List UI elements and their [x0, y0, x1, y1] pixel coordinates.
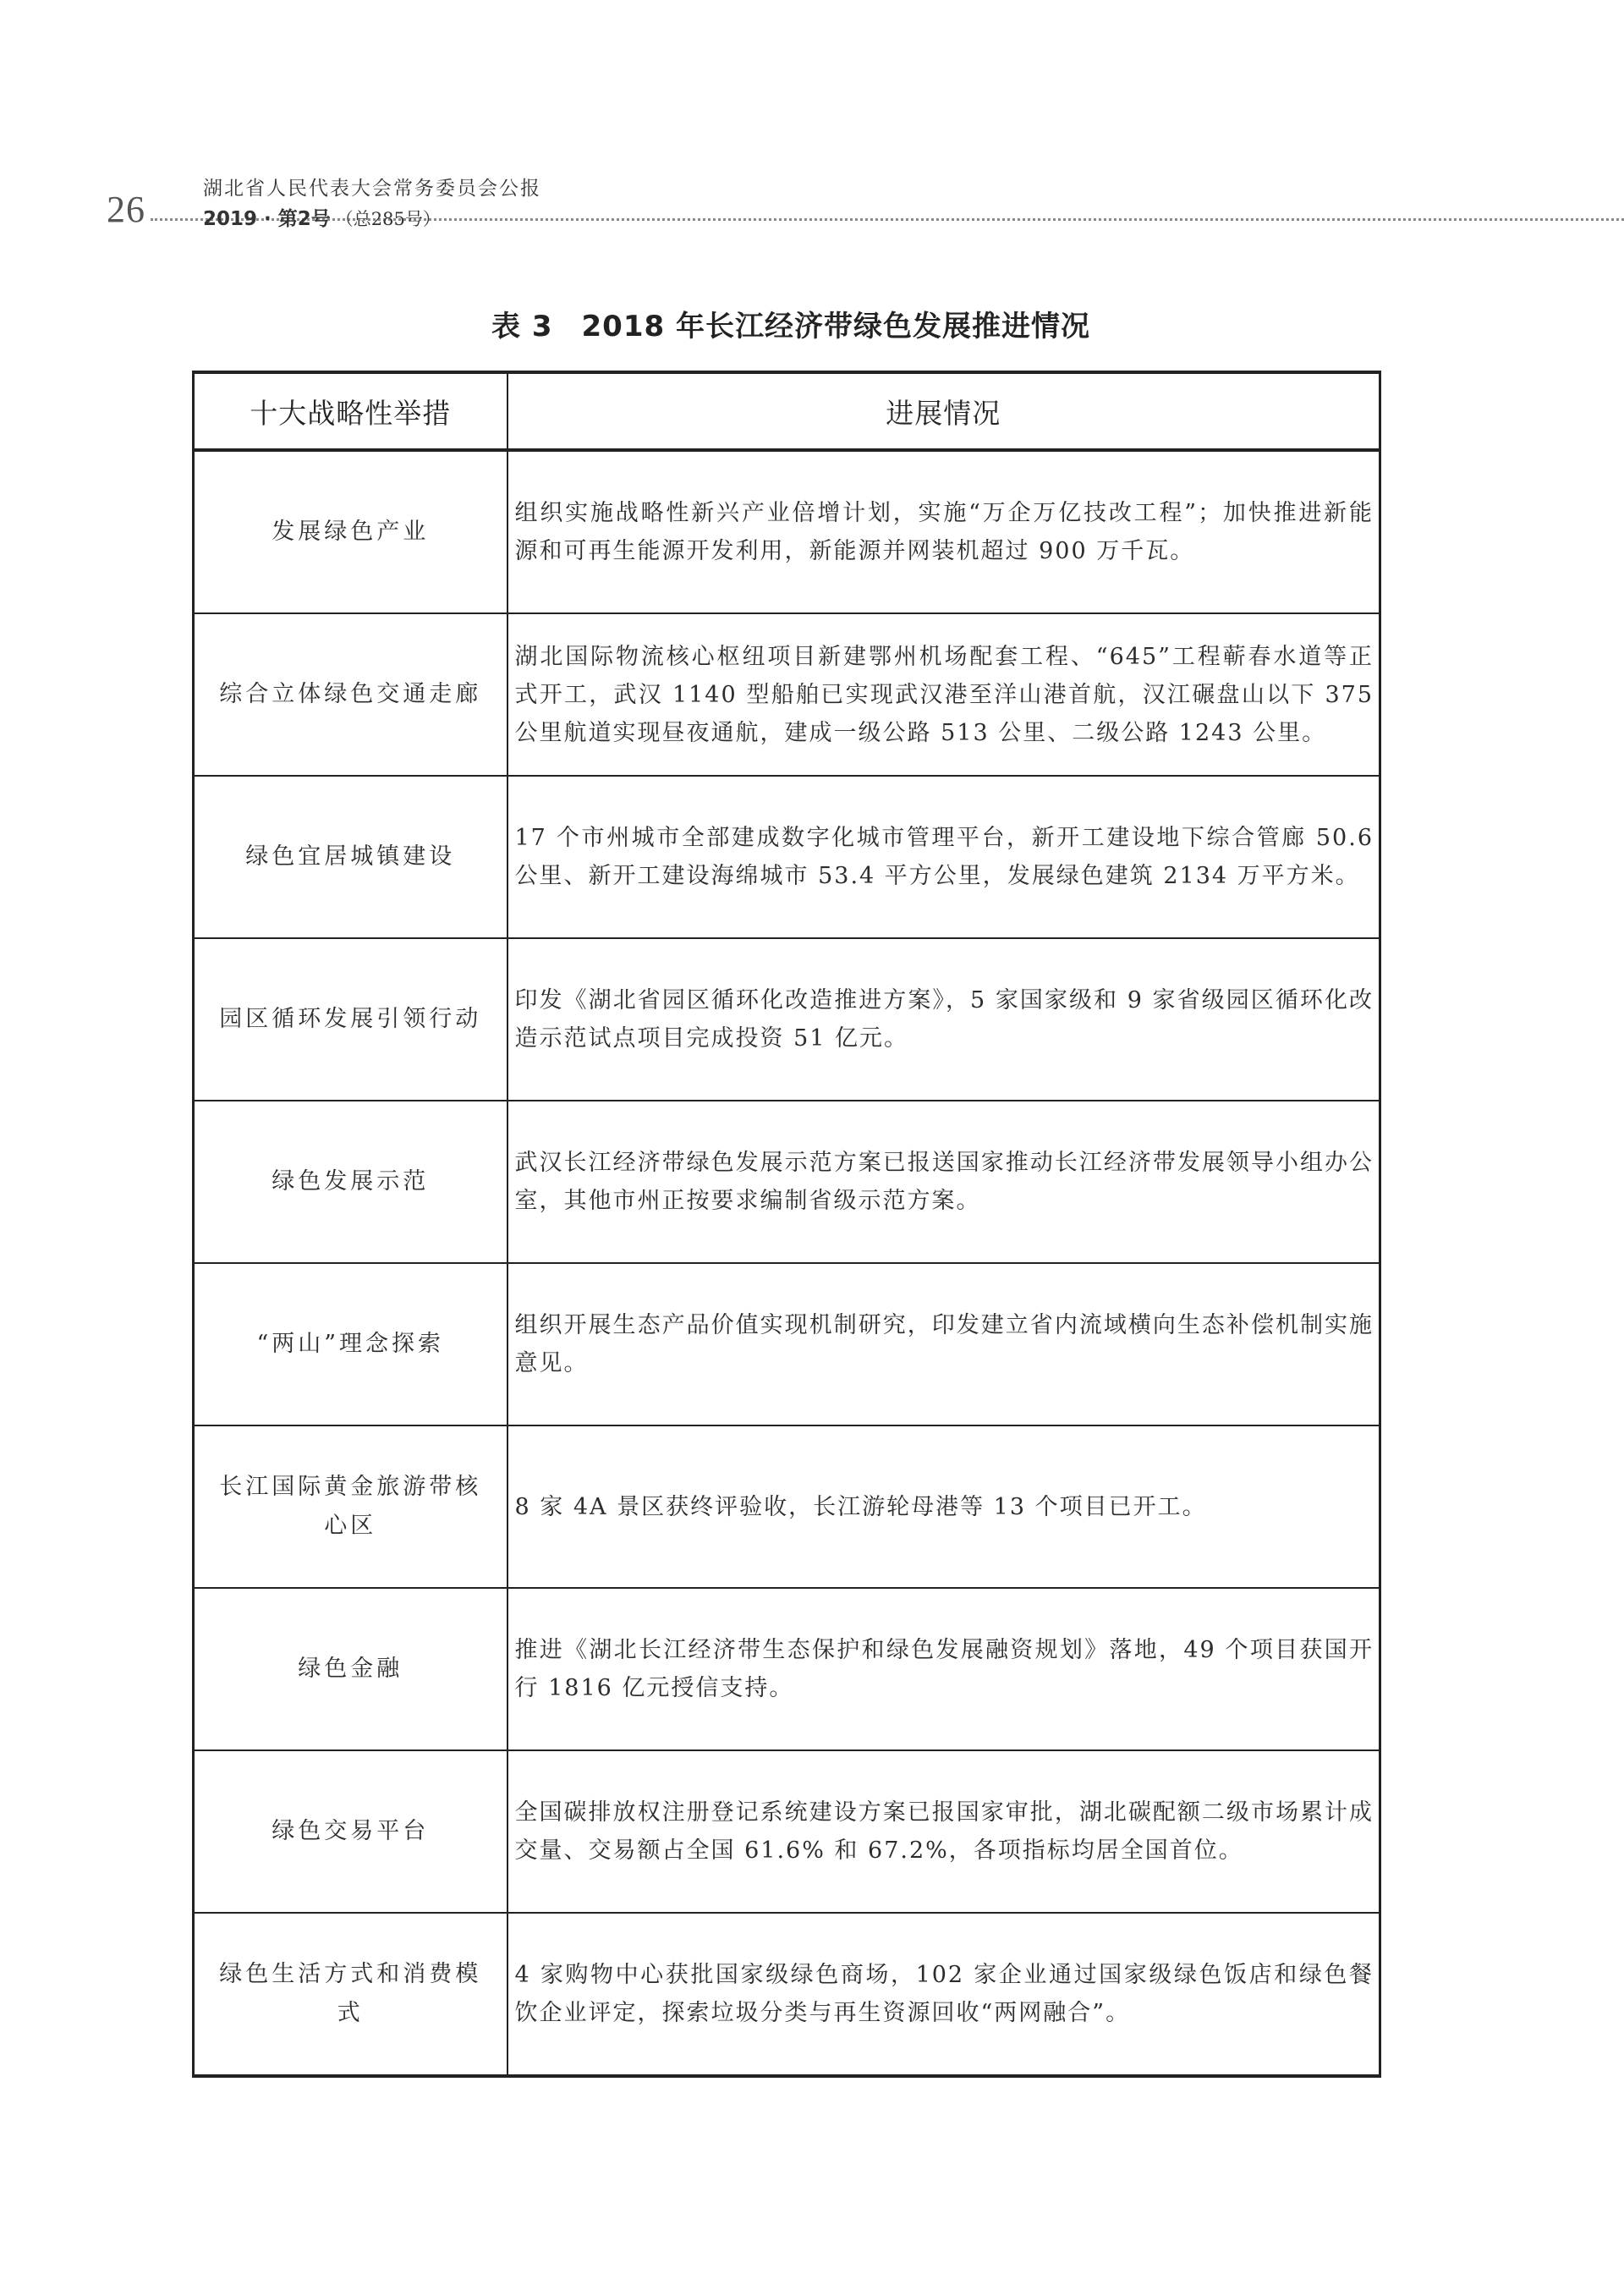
progress-cell: 全国碳排放权注册登记系统建设方案已报国家审批，湖北碳配额二级市场累计成交量、交易额占全国 61.6% 和 67.2%，各项指标均居全国首位。	[508, 1750, 1380, 1913]
measure-cell: 绿色发展示范	[194, 1101, 508, 1263]
table-row	[194, 1425, 1380, 1588]
measure-cell: 绿色金融	[194, 1588, 508, 1750]
progress-table	[192, 371, 1381, 2078]
table-row	[194, 1750, 1380, 1913]
table-row	[194, 1263, 1380, 1425]
table-row	[194, 613, 1380, 776]
measure-cell: 绿色交易平台	[194, 1750, 508, 1913]
journal-issue	[203, 203, 441, 231]
table-row	[194, 1588, 1380, 1750]
table-caption	[0, 303, 1582, 344]
progress-cell: 组织开展生态产品价值实现机制研究，印发建立省内流域横向生态补偿机制实施意见。	[508, 1263, 1380, 1425]
measure-cell: 长江国际黄金旅游带核心区	[194, 1425, 508, 1588]
progress-cell: 8 家 4A 景区获终评验收，长江游轮母港等 13 个项目已开工。	[508, 1425, 1380, 1588]
progress-cell: 4 家购物中心获批国家级绿色商场，102 家企业通过国家级绿色饭店和绿色餐饮企业评定，探索垃圾分类与再生资源回收“两网融合”。	[514, 1962, 1374, 2026]
table-caption-label: 表 3	[491, 310, 553, 343]
progress-cell: 武汉长江经济带绿色发展示范方案已报送国家推动长江经济带发展领导小组办公室，其他市州正按要求编制省级示范方案。	[508, 1101, 1380, 1263]
table-row	[194, 938, 1380, 1101]
issue-number: 2019 · 第2号	[203, 208, 331, 230]
table-caption-title: 2018 年长江经济带绿色发展推进情况	[581, 310, 1090, 343]
measure-cell: “两山”理念探索	[194, 1263, 508, 1425]
progress-cell: 17 个市州城市全部建成数字化城市管理平台，新开工建设地下综合管廊 50.6 公里、新开工建设海绵城市 53.4 平方公里，发展绿色建筑 2134 万平方米。	[508, 776, 1380, 938]
measure-cell: 绿色宜居城镇建设	[194, 776, 508, 938]
progress-cell: 印发《湖北省园区循环化改造推进方案》，5 家国家级和 9 家省级园区循环化改造示范试点项目完成投资 51 亿元。	[508, 938, 1380, 1101]
measure-cell: 发展绿色产业	[194, 450, 508, 613]
table-row	[194, 1101, 1380, 1263]
table-row	[194, 776, 1380, 938]
table-row	[194, 1913, 1380, 2076]
progress-cell: 推进《湖北长江经济带生态保护和绿色发展融资规划》落地，49 个项目获国开行 1816 亿元授信支持。	[508, 1588, 1380, 1750]
table-row	[194, 450, 1380, 613]
measure-cell: 园区循环发展引领行动	[194, 938, 508, 1101]
measure-cell: 绿色生活方式和消费模式	[194, 1913, 508, 2076]
progress-cell: 组织实施战略性新兴产业倍增计划，实施“万企万亿技改工程”；加快推进新能源和可再生能源开发利用，新能源并网装机超过 900 万千瓦。	[508, 450, 1380, 613]
column-header-progress: 进展情况	[508, 372, 1380, 450]
page-number: 26	[107, 189, 145, 230]
column-header-measure: 十大战略性举措	[194, 372, 508, 450]
table-header-row	[194, 372, 1380, 450]
measure-cell: 综合立体绿色交通走廊	[194, 613, 508, 776]
total-issue-number: （总285号）	[335, 209, 441, 229]
journal-title: 湖北省人民代表大会常务委员会公报	[203, 178, 541, 200]
progress-cell: 湖北国际物流核心枢纽项目新建鄂州机场配套工程、“645”工程蕲春水道等正式开工，武汉 1140 型船舶已实现武汉港至洋山港首航，汉江碾盘山以下 375 公里航道实现昼夜通航，建成一级公路 513 公里、二级公路 1243 公里。	[508, 613, 1380, 776]
